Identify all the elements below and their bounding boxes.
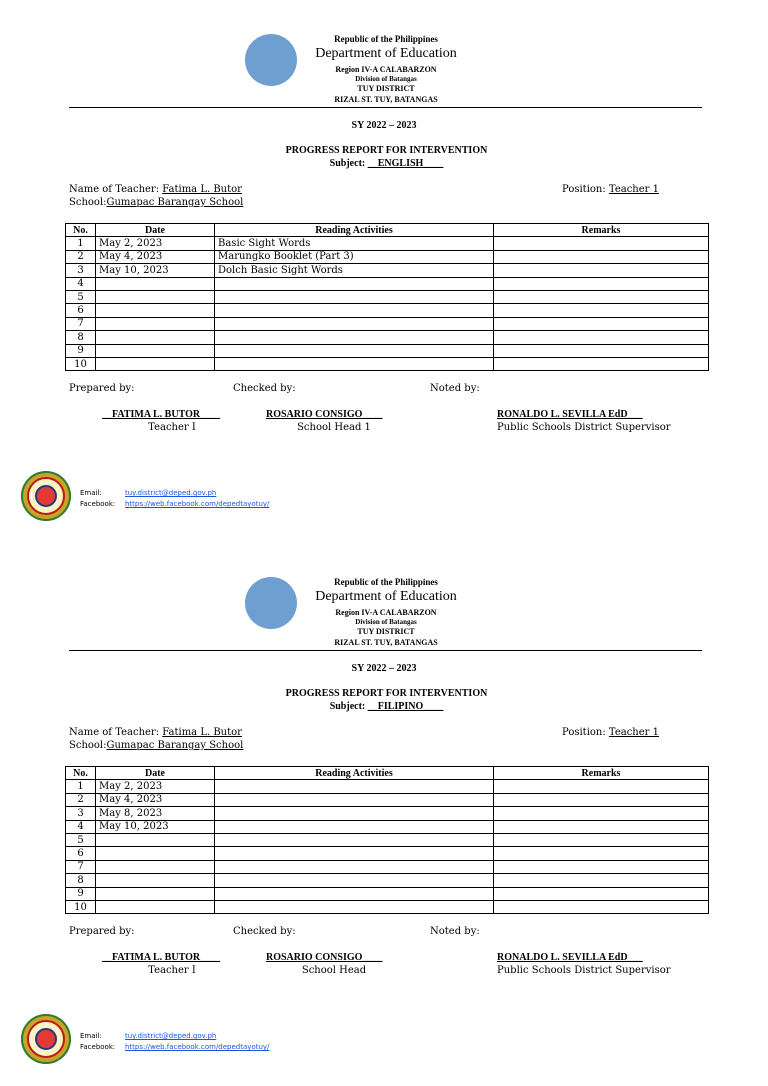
row-number: 2	[66, 793, 96, 806]
col-header-date: Date	[96, 767, 215, 780]
school-year: SY 2022 – 2023	[351, 663, 417, 674]
row-activity	[215, 793, 494, 806]
row-number: 4	[66, 277, 96, 290]
row-remarks	[494, 264, 709, 277]
row-date	[96, 317, 215, 330]
row-number: 9	[66, 344, 96, 357]
row-remarks	[494, 304, 709, 317]
header-district: TUY DISTRICT	[357, 84, 415, 93]
row-activity	[215, 860, 494, 873]
row-number: 6	[66, 847, 96, 860]
table-row	[66, 833, 709, 846]
row-activity	[215, 357, 494, 370]
table-row	[66, 237, 709, 250]
report-title: PROGRESS REPORT FOR INTERVENTION	[285, 688, 488, 699]
table-row	[66, 874, 709, 887]
position-line	[562, 184, 659, 195]
contact-email	[80, 1032, 216, 1040]
row-number: 5	[66, 290, 96, 303]
row-remarks	[494, 277, 709, 290]
header-address: RIZAL ST. TUY, BATANGAS	[334, 95, 438, 104]
col-header-remarks: Remarks	[494, 224, 709, 237]
row-number: 10	[66, 900, 96, 913]
prepared-by-name: __FATIMA L. BUTOR____	[102, 952, 221, 963]
teacher-name: Fatima L. Butor	[162, 184, 242, 195]
row-remarks	[494, 807, 709, 820]
row-number: 2	[66, 250, 96, 263]
table-row	[66, 250, 709, 263]
header-division: Division of Batangas	[355, 75, 417, 83]
noted-by-label: Noted by:	[430, 383, 480, 394]
header-district: TUY DISTRICT	[357, 627, 415, 636]
checked-by-name: ROSARIO CONSIGO____	[266, 952, 383, 963]
row-number: 1	[66, 780, 96, 793]
row-date	[96, 847, 215, 860]
position-label: Position:	[562, 727, 606, 738]
row-date	[96, 874, 215, 887]
checked-by-label: Checked by:	[233, 926, 296, 937]
checked-by-name: ROSARIO CONSIGO____	[266, 409, 383, 420]
activity-table	[65, 766, 709, 914]
row-activity	[215, 847, 494, 860]
prepared-by-name: __FATIMA L. BUTOR____	[102, 409, 221, 420]
table-row	[66, 264, 709, 277]
row-activity	[215, 820, 494, 833]
school-name: Gumapac Barangay School	[106, 740, 244, 751]
row-remarks	[494, 780, 709, 793]
table-row	[66, 344, 709, 357]
row-activity	[215, 807, 494, 820]
row-number: 8	[66, 331, 96, 344]
row-remarks	[494, 357, 709, 370]
teacher-line	[69, 184, 242, 195]
row-remarks	[494, 874, 709, 887]
row-date	[96, 357, 215, 370]
header-division: Division of Batangas	[355, 618, 417, 626]
row-remarks	[494, 860, 709, 873]
checked-by-role: School Head	[301, 965, 367, 976]
header-department: Department of Education	[315, 589, 457, 604]
row-date	[96, 304, 215, 317]
contact-facebook	[80, 500, 269, 508]
col-header-no: No.	[66, 224, 96, 237]
header-region: Region IV-A CALABARZON	[335, 65, 437, 74]
row-date	[96, 290, 215, 303]
teacher-label: Name of Teacher:	[69, 184, 160, 195]
subject-line	[0, 158, 768, 169]
prepared-by-label: Prepared by:	[69, 383, 135, 394]
row-activity	[215, 317, 494, 330]
row-date: May 4, 2023	[96, 793, 215, 806]
teacher-name: Fatima L. Butor	[162, 727, 242, 738]
school-label: School:	[69, 197, 107, 208]
email-label: Email:	[80, 1032, 102, 1040]
row-date	[96, 344, 215, 357]
table-row	[66, 290, 709, 303]
row-remarks	[494, 833, 709, 846]
table-row	[66, 304, 709, 317]
noted-by-name: RONALDO L. SEVILLA EdD___	[497, 952, 643, 963]
report-title: PROGRESS REPORT FOR INTERVENTION	[285, 145, 488, 156]
row-remarks	[494, 237, 709, 250]
subject-value: __FILIPINO____	[367, 701, 444, 712]
teacher-label: Name of Teacher:	[69, 727, 160, 738]
row-number: 8	[66, 874, 96, 887]
row-remarks	[494, 900, 709, 913]
school-line	[69, 740, 243, 751]
school-year: SY 2022 – 2023	[351, 120, 417, 131]
row-activity: Basic Sight Words	[215, 237, 494, 250]
position-value: Teacher 1	[608, 727, 659, 738]
email-link[interactable]: tuy.district@deped.gov.ph	[125, 489, 217, 497]
row-activity	[215, 833, 494, 846]
row-remarks	[494, 820, 709, 833]
table-row	[66, 887, 709, 900]
noted-by-label: Noted by:	[430, 926, 480, 937]
row-remarks	[494, 250, 709, 263]
tuy-district-logo-icon	[21, 1014, 71, 1064]
row-remarks	[494, 847, 709, 860]
col-header-activities: Reading Activities	[215, 224, 494, 237]
table-row	[66, 807, 709, 820]
noted-by-role: Public Schools District Supervisor	[497, 422, 671, 433]
table-row	[66, 317, 709, 330]
row-number: 3	[66, 264, 96, 277]
row-remarks	[494, 331, 709, 344]
position-label: Position:	[562, 184, 606, 195]
subject-value: __ENGLISH____	[367, 158, 444, 169]
subject-label: Subject:	[329, 701, 366, 712]
subject-line	[0, 701, 768, 712]
row-date	[96, 860, 215, 873]
row-date: May 10, 2023	[96, 264, 215, 277]
header-region: Region IV-A CALABARZON	[335, 608, 437, 617]
row-activity: Dolch Basic Sight Words	[215, 264, 494, 277]
row-number: 3	[66, 807, 96, 820]
email-label: Email:	[80, 489, 102, 497]
contact-facebook	[80, 1043, 269, 1051]
table-row	[66, 847, 709, 860]
row-date: May 2, 2023	[96, 237, 215, 250]
noted-by-name: RONALDO L. SEVILLA EdD___	[497, 409, 643, 420]
header-divider	[69, 650, 702, 651]
row-date	[96, 887, 215, 900]
subject-label: Subject:	[329, 158, 366, 169]
row-date	[96, 277, 215, 290]
row-date: May 4, 2023	[96, 250, 215, 263]
row-number: 4	[66, 820, 96, 833]
row-activity	[215, 887, 494, 900]
row-activity	[215, 874, 494, 887]
col-header-date: Date	[96, 224, 215, 237]
col-header-activities: Reading Activities	[215, 767, 494, 780]
table-row	[66, 860, 709, 873]
school-line	[69, 197, 243, 208]
teacher-line	[69, 727, 242, 738]
row-activity	[215, 780, 494, 793]
row-number: 5	[66, 833, 96, 846]
activity-table	[65, 223, 709, 371]
report-page	[0, 543, 768, 1086]
row-number: 1	[66, 237, 96, 250]
row-date	[96, 331, 215, 344]
table-row	[66, 793, 709, 806]
facebook-link[interactable]: https://web.facebook.com/depedtayotuy/	[125, 500, 270, 508]
row-date: May 2, 2023	[96, 780, 215, 793]
header-republic: Republic of the Philippines	[334, 577, 438, 587]
checked-by-label: Checked by:	[233, 383, 296, 394]
row-activity	[215, 900, 494, 913]
row-remarks	[494, 344, 709, 357]
position-line	[562, 727, 659, 738]
table-row	[66, 780, 709, 793]
table-row	[66, 820, 709, 833]
prepared-by-label: Prepared by:	[69, 926, 135, 937]
row-number: 7	[66, 317, 96, 330]
row-activity	[215, 344, 494, 357]
col-header-no: No.	[66, 767, 96, 780]
col-header-remarks: Remarks	[494, 767, 709, 780]
row-activity: Marungko Booklet (Part 3)	[215, 250, 494, 263]
contact-email	[80, 489, 216, 497]
facebook-link[interactable]: https://web.facebook.com/depedtayotuy/	[125, 1043, 270, 1051]
row-remarks	[494, 290, 709, 303]
prepared-by-role: Teacher I	[148, 965, 196, 976]
row-remarks	[494, 793, 709, 806]
header-republic: Republic of the Philippines	[334, 34, 438, 44]
checked-by-role: School Head 1	[297, 422, 371, 433]
table-row	[66, 900, 709, 913]
row-remarks	[494, 887, 709, 900]
email-link[interactable]: tuy.district@deped.gov.ph	[125, 1032, 217, 1040]
row-activity	[215, 277, 494, 290]
header-address: RIZAL ST. TUY, BATANGAS	[334, 638, 438, 647]
prepared-by-role: Teacher I	[148, 422, 196, 433]
tuy-district-logo-icon	[21, 471, 71, 521]
position-value: Teacher 1	[608, 184, 659, 195]
table-row	[66, 277, 709, 290]
row-number: 9	[66, 887, 96, 900]
row-date	[96, 833, 215, 846]
row-activity	[215, 331, 494, 344]
school-label: School:	[69, 740, 107, 751]
row-date	[96, 900, 215, 913]
row-number: 10	[66, 357, 96, 370]
row-date: May 8, 2023	[96, 807, 215, 820]
noted-by-role: Public Schools District Supervisor	[497, 965, 671, 976]
row-activity	[215, 290, 494, 303]
school-name: Gumapac Barangay School	[106, 197, 244, 208]
facebook-label: Facebook:	[80, 1043, 116, 1051]
row-activity	[215, 304, 494, 317]
table-row	[66, 331, 709, 344]
row-remarks	[494, 317, 709, 330]
row-number: 7	[66, 860, 96, 873]
row-date: May 10, 2023	[96, 820, 215, 833]
facebook-label: Facebook:	[80, 500, 116, 508]
row-number: 6	[66, 304, 96, 317]
header-department: Department of Education	[315, 46, 457, 61]
table-row	[66, 357, 709, 370]
header-divider	[69, 107, 702, 108]
